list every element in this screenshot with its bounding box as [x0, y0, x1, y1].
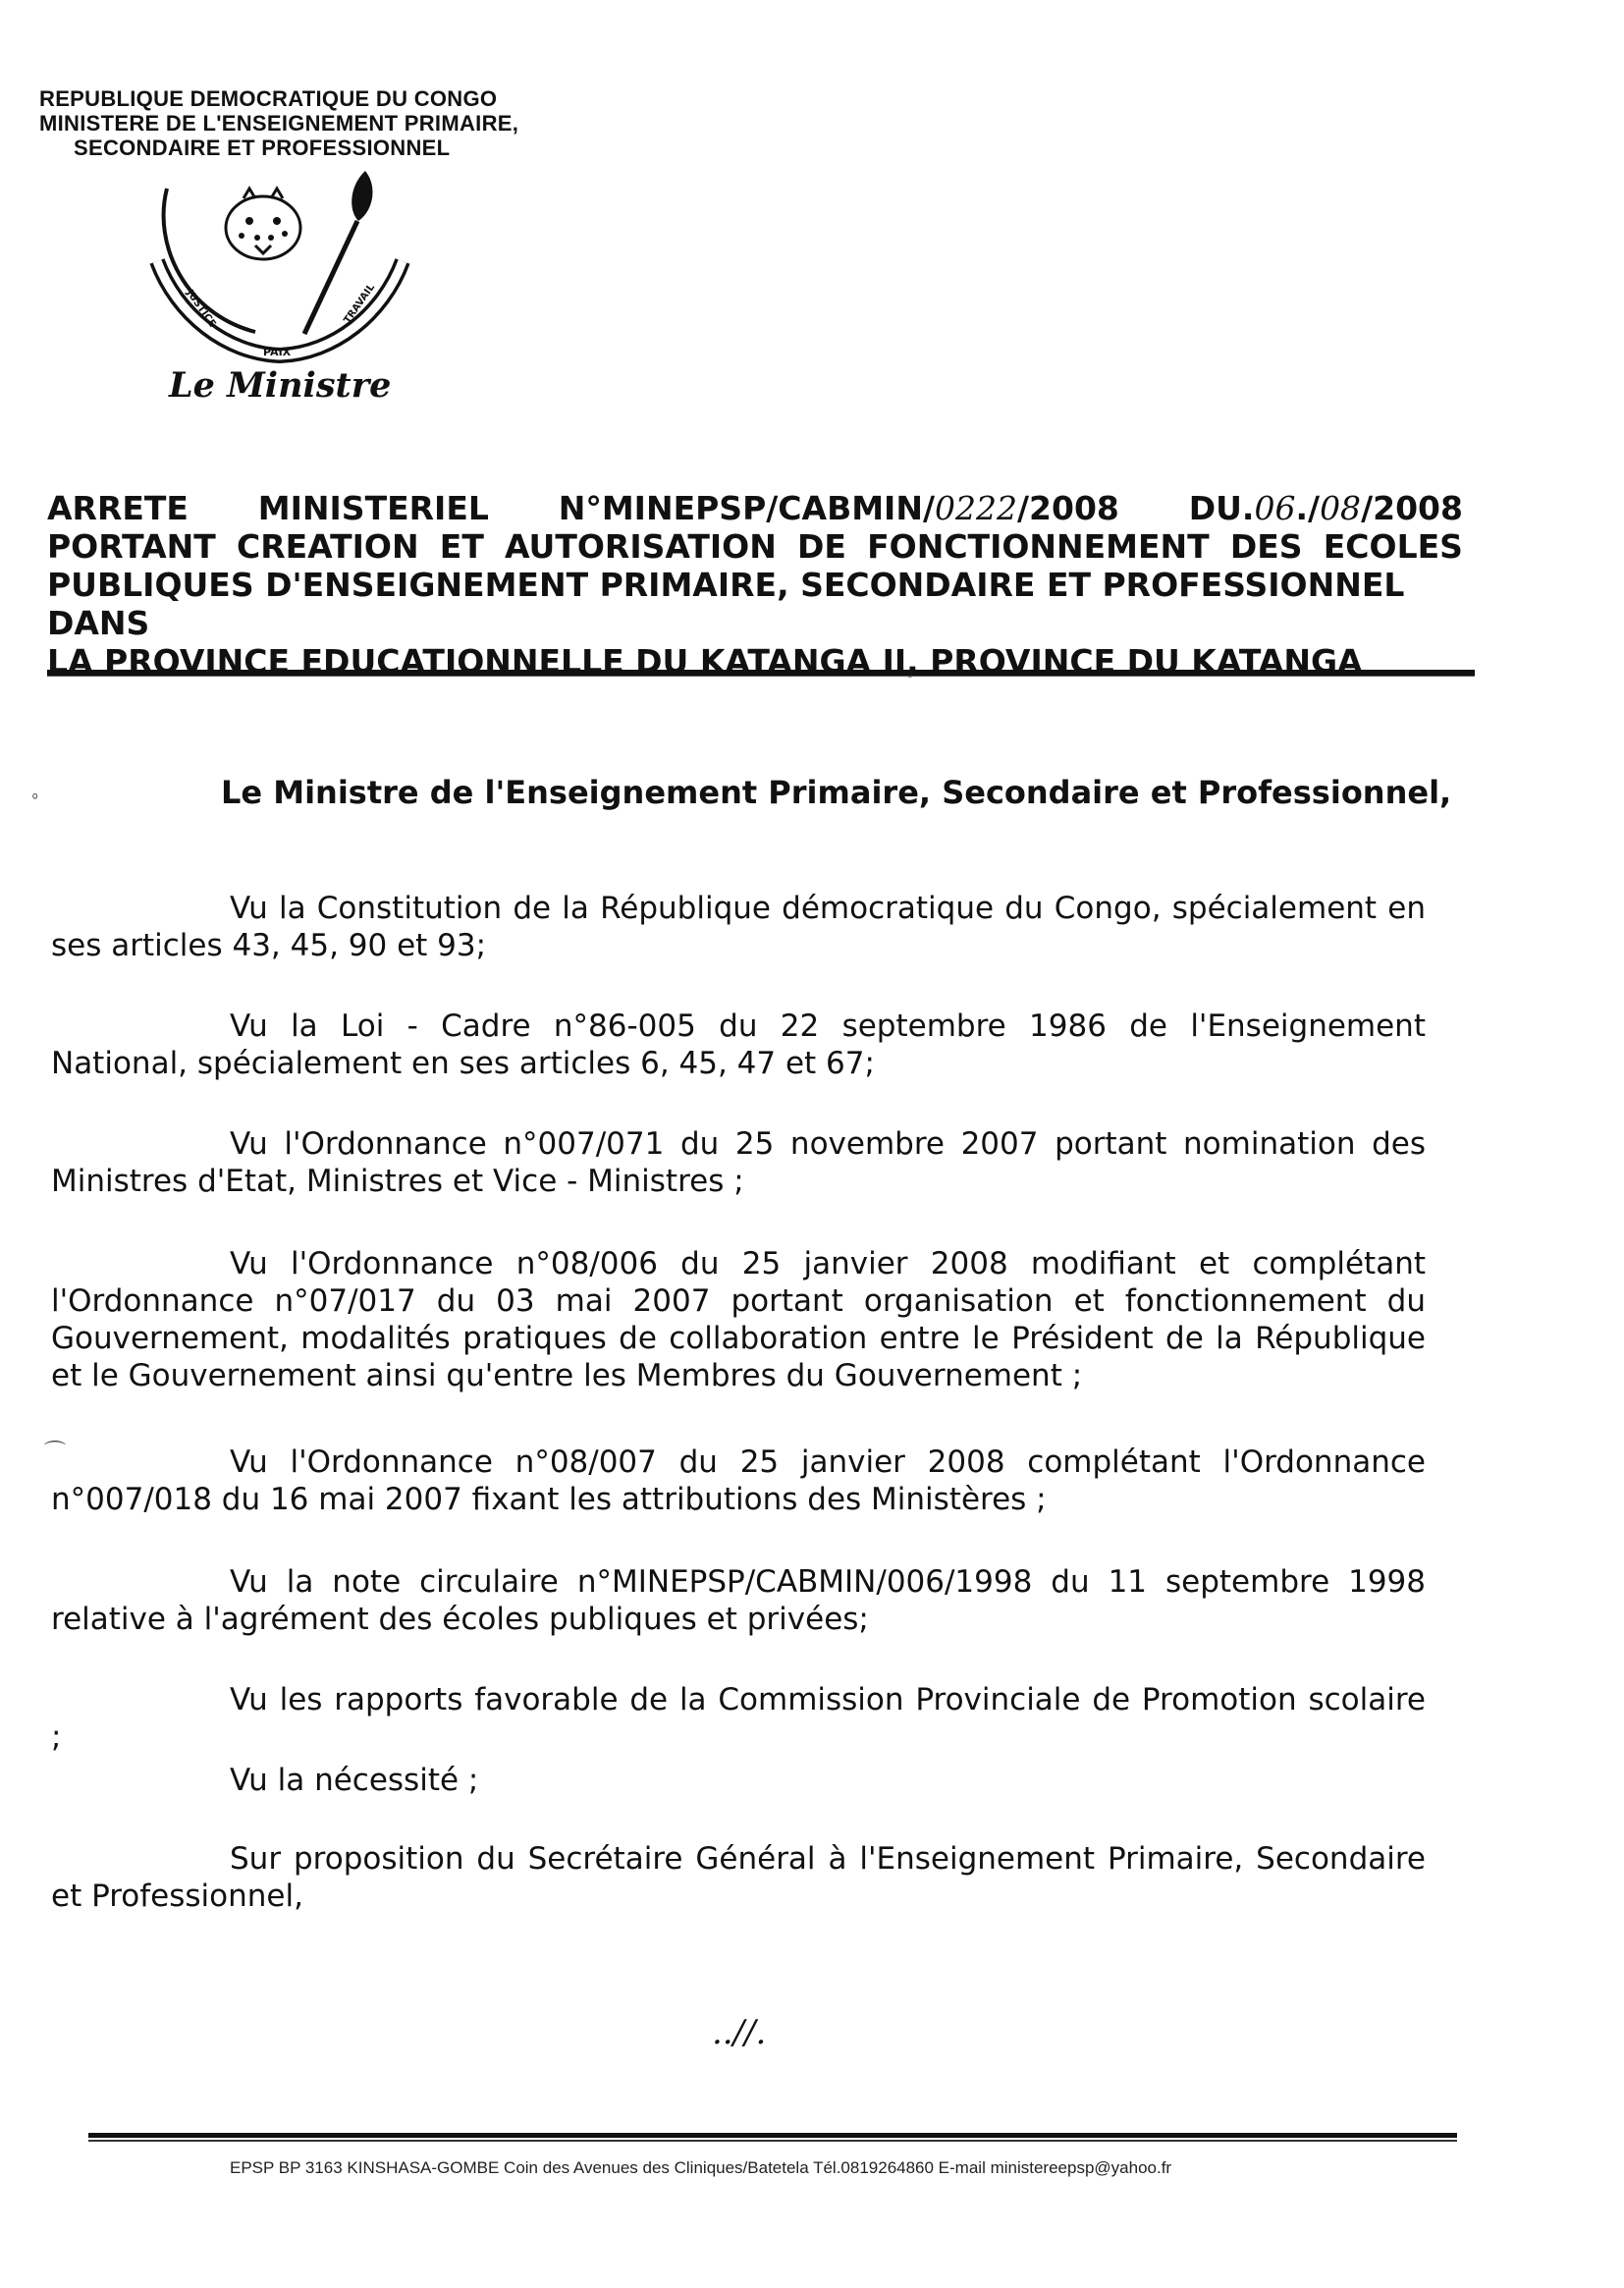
title-line-2 [47, 527, 1463, 566]
letterhead-ministry-cont: SECONDAIRE ET PROFESSIONNEL [74, 136, 451, 160]
page-continuation-mark: ..//. [712, 2013, 767, 2052]
title-word-arrete: ARRETE [47, 489, 189, 527]
consideration-text: Vu la Constitution de la République démocratique du Congo, spécialement en ses articles 43, 45, 90 et 93; [51, 891, 1426, 963]
title-word: AUTORISATION [505, 527, 777, 566]
date-prefix: DU. [1188, 489, 1255, 527]
decree-reference [559, 489, 1119, 527]
consideration-text: Vu la note circulaire n°MINEPSP/CABMIN/006/1998 du 11 septembre 1998 relative à l'agrément des écoles publiques et privées; [51, 1564, 1426, 1637]
consideration-ordonnance-007 [51, 1444, 1426, 1518]
ref-number-handwritten: 0222 [935, 489, 1017, 527]
consideration-text: Sur proposition du Secrétaire Général à l'Enseignement Primaire, Secondaire et Professionnel, [51, 1841, 1426, 1914]
footer-address: EPSP BP 3163 KINSHASA-GOMBE Coin des Avenues des Cliniques/Batetela Tél.0819264860 E-mail ministereepsp@yahoo.fr [230, 2158, 1172, 2177]
title-word: PORTANT [47, 527, 216, 566]
title-line-4: LA PROVINCE EDUCATIONNELLE DU KATANGA II, PROVINCE DU KATANGA [47, 642, 1363, 681]
letterhead-ministry: MINISTERE DE L'ENSEIGNEMENT PRIMAIRE, [39, 111, 519, 136]
coat-of-arms-icon [147, 167, 412, 373]
consideration-text: Vu l'Ordonnance n°007/071 du 25 novembre 2007 portant nomination des Ministres d'Etat, Ministres et Vice - Ministres ; [51, 1126, 1426, 1199]
date-year: /2008 [1361, 489, 1463, 527]
consideration-text: Vu l'Ordonnance n°08/006 du 25 janvier 2008 modifiant et complétant l'Ordonnance n°07/017 du 03 mai 2007 portant organisation et fonctionnement du Gouvernement, modalités pratiques de collaboration entre le Président de la République et le Gouvernement ainsi qu'entre les Membres du Gouvernement ; [51, 1246, 1426, 1393]
ref-prefix: N°MINEPSP/CABMIN/ [558, 489, 936, 527]
title-word: ET [439, 527, 484, 566]
consideration-text: Vu l'Ordonnance n°08/007 du 25 janvier 2008 complétant l'Ordonnance n°007/018 du 16 mai 2007 fixant les attributions des Ministères ; [51, 1444, 1426, 1517]
decree-date [1189, 489, 1463, 527]
consideration-loi-cadre [51, 1008, 1426, 1082]
motto-justice: JUSTICE [184, 288, 218, 330]
ref-year: /2008 [1017, 489, 1119, 527]
motto-travail: TRAVAIL [342, 282, 378, 326]
letterhead-country: REPUBLIQUE DEMOCRATIQUE DU CONGO [39, 86, 498, 111]
consideration-ordonnance-071 [51, 1125, 1426, 1200]
consideration-note-circulaire [51, 1563, 1426, 1638]
title-word: ECOLES [1323, 527, 1463, 566]
title-word: DES [1229, 527, 1303, 566]
decree-title [47, 489, 1463, 681]
consideration-constitution [51, 890, 1426, 964]
title-word: DE [797, 527, 846, 566]
footer-divider [88, 2133, 1457, 2142]
consideration-rapports [51, 1681, 1426, 1756]
date-separator: ./ [1295, 489, 1321, 527]
consideration-text: Vu la nécessité ; [230, 1763, 479, 1798]
consideration-text: Vu les rapports favorable de la Commission Provinciale de Promotion scolaire ; [51, 1682, 1426, 1755]
title-word: CREATION [236, 527, 419, 566]
minister-signature: Le Ministre [169, 365, 392, 406]
title-line-1 [47, 489, 1463, 527]
consideration-proposition [51, 1840, 1426, 1915]
title-divider [47, 670, 1475, 677]
motto-paix: PAIX [263, 346, 292, 358]
date-month-handwritten: 08 [1320, 489, 1362, 527]
margin-dash: ⌒ [44, 1441, 67, 1465]
consideration-text: Vu la Loi - Cadre n°86-005 du 22 septembre 1986 de l'Enseignement National, spécialement en ses articles 6, 45, 47 et 67; [51, 1008, 1426, 1081]
consideration-necessite [51, 1762, 1426, 1799]
title-word: FONCTIONNEMENT [867, 527, 1210, 566]
date-day-handwritten: 06 [1254, 489, 1296, 527]
consideration-ordonnance-006 [51, 1245, 1426, 1394]
preamble-heading: Le Ministre de l'Enseignement Primaire, Secondaire et Professionnel, [221, 774, 1452, 811]
letterhead [39, 86, 518, 160]
title-word-ministeriel: MINISTERIEL [257, 489, 489, 527]
margin-mark: ﾟ [31, 791, 43, 819]
title-line-3: PUBLIQUES D'ENSEIGNEMENT PRIMAIRE, SECONDAIRE ET PROFESSIONNEL DANS [47, 566, 1405, 642]
